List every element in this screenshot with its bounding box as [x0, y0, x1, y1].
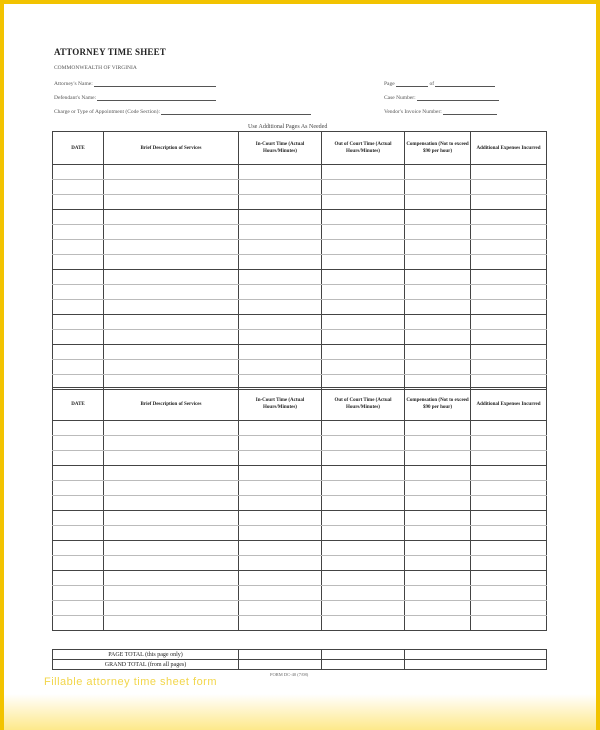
table-cell[interactable]	[405, 556, 471, 571]
table-cell[interactable]	[104, 285, 239, 300]
grand-total-label: GRAND TOTAL (from all pages)	[53, 660, 239, 670]
table-cell[interactable]	[53, 496, 104, 511]
expenses-header: Additional Expenses Incurred	[471, 388, 547, 421]
vendor-invoice-line[interactable]	[443, 108, 497, 115]
table-cell[interactable]	[239, 601, 322, 616]
bottom-band	[0, 694, 600, 730]
table-row	[53, 330, 547, 345]
table-row	[53, 285, 547, 300]
table-cell[interactable]	[239, 466, 322, 481]
table-cell[interactable]	[104, 616, 239, 631]
table-cell[interactable]	[322, 255, 405, 270]
date-header: DATE	[53, 388, 104, 421]
table-cell[interactable]	[322, 345, 405, 360]
table-cell[interactable]	[104, 451, 239, 466]
table-cell[interactable]	[239, 300, 322, 315]
of-label: of	[429, 81, 435, 87]
table-row	[53, 421, 547, 436]
table-cell[interactable]	[471, 481, 547, 496]
table-cell[interactable]	[471, 571, 547, 586]
in-court-header: In-Court Time (Actual Hours/Minutes)	[239, 388, 322, 421]
table-row	[53, 586, 547, 601]
table-cell[interactable]	[53, 541, 104, 556]
table-cell[interactable]	[53, 481, 104, 496]
table-cell[interactable]	[53, 526, 104, 541]
table-cell[interactable]	[322, 601, 405, 616]
table-cell[interactable]	[471, 556, 547, 571]
defendant-name-label: Defendant's Name:	[54, 95, 97, 101]
case-number-label: Case Number:	[384, 95, 416, 101]
table-cell[interactable]	[405, 255, 471, 270]
table-cell[interactable]	[405, 421, 471, 436]
table-cell[interactable]	[104, 165, 239, 180]
table-cell[interactable]	[53, 210, 104, 225]
table-cell[interactable]	[239, 210, 322, 225]
table-cell[interactable]	[104, 481, 239, 496]
charge-line[interactable]	[161, 108, 311, 115]
table-row	[53, 240, 547, 255]
table-cell[interactable]	[405, 451, 471, 466]
table-cell[interactable]	[53, 330, 104, 345]
table-cell[interactable]	[322, 421, 405, 436]
page-field[interactable]	[384, 80, 495, 87]
table-cell[interactable]	[322, 571, 405, 586]
table-cell[interactable]	[405, 210, 471, 225]
table-cell[interactable]	[405, 481, 471, 496]
table-cell[interactable]	[405, 300, 471, 315]
table-cell[interactable]	[53, 466, 104, 481]
table-header-row	[53, 388, 547, 421]
table-cell[interactable]	[471, 315, 547, 330]
table-cell[interactable]	[405, 526, 471, 541]
watermark-text: Fillable attorney time sheet form	[44, 676, 218, 688]
services-table-2	[52, 387, 547, 631]
table-cell[interactable]	[471, 511, 547, 526]
table-cell[interactable]	[405, 360, 471, 375]
table-cell[interactable]	[239, 345, 322, 360]
table-cell[interactable]	[471, 345, 547, 360]
table-cell[interactable]	[104, 180, 239, 195]
table-cell[interactable]	[322, 240, 405, 255]
table-cell[interactable]	[239, 421, 322, 436]
table-row	[53, 511, 547, 526]
table-cell[interactable]	[53, 300, 104, 315]
table-cell[interactable]	[322, 360, 405, 375]
table-cell[interactable]	[239, 330, 322, 345]
table-cell[interactable]	[104, 436, 239, 451]
charge-label: Charge or Type of Appointment (Code Section):	[54, 109, 161, 115]
table-cell[interactable]	[405, 586, 471, 601]
page-total-in-court[interactable]	[239, 650, 322, 660]
case-number-line[interactable]	[417, 94, 499, 101]
table-cell[interactable]	[53, 240, 104, 255]
table-cell[interactable]	[104, 300, 239, 315]
table-row	[53, 451, 547, 466]
table-cell[interactable]	[239, 571, 322, 586]
table-cell[interactable]	[239, 481, 322, 496]
table-row	[53, 270, 547, 285]
table-cell[interactable]	[239, 240, 322, 255]
table-cell[interactable]	[104, 421, 239, 436]
table-cell[interactable]	[53, 225, 104, 240]
description-header: Brief Description of Services	[104, 388, 239, 421]
table-cell[interactable]	[104, 526, 239, 541]
table-cell[interactable]	[104, 270, 239, 285]
in-court-header: In-Court Time (Actual Hours/Minutes)	[239, 132, 322, 165]
table-row	[53, 225, 547, 240]
page-total-amount[interactable]	[405, 650, 547, 660]
table-cell[interactable]	[239, 541, 322, 556]
table-cell[interactable]	[471, 165, 547, 180]
table-cell[interactable]	[322, 315, 405, 330]
table-row	[53, 180, 547, 195]
table-cell[interactable]	[104, 240, 239, 255]
table-cell[interactable]	[322, 210, 405, 225]
table-cell[interactable]	[239, 165, 322, 180]
table-row	[53, 345, 547, 360]
table-cell[interactable]	[471, 180, 547, 195]
table-cell[interactable]	[322, 541, 405, 556]
table-cell[interactable]	[405, 165, 471, 180]
table-cell[interactable]	[322, 270, 405, 285]
table-cell[interactable]	[322, 496, 405, 511]
table-cell[interactable]	[322, 436, 405, 451]
table-row	[53, 195, 547, 210]
table-cell[interactable]	[104, 466, 239, 481]
table-cell[interactable]	[405, 496, 471, 511]
form-subtitle: COMMONWEALTH OF VIRGINIA	[54, 65, 137, 71]
table-row	[53, 315, 547, 330]
table-cell[interactable]	[471, 421, 547, 436]
table-cell[interactable]	[405, 285, 471, 300]
table-cell[interactable]	[239, 360, 322, 375]
table-cell[interactable]	[471, 240, 547, 255]
table-cell[interactable]	[104, 315, 239, 330]
table-cell[interactable]	[322, 451, 405, 466]
table-row	[53, 300, 547, 315]
table-cell[interactable]	[471, 601, 547, 616]
table-cell[interactable]	[471, 360, 547, 375]
table-cell[interactable]	[471, 616, 547, 631]
table-cell[interactable]	[405, 466, 471, 481]
table-cell[interactable]	[104, 496, 239, 511]
table-cell[interactable]	[53, 195, 104, 210]
table-cell[interactable]	[471, 300, 547, 315]
grand-total-amount[interactable]	[405, 660, 547, 670]
table-cell[interactable]	[405, 436, 471, 451]
table-cell[interactable]	[53, 345, 104, 360]
table-cell[interactable]	[104, 541, 239, 556]
compensation-header: Compensation (Not to exceed $90 per hour)	[405, 132, 471, 165]
table-cell[interactable]	[322, 285, 405, 300]
table-cell[interactable]	[405, 541, 471, 556]
table-cell[interactable]	[322, 466, 405, 481]
table-cell[interactable]	[53, 180, 104, 195]
page-label: Page	[384, 81, 395, 87]
table-cell[interactable]	[53, 451, 104, 466]
table-cell[interactable]	[471, 330, 547, 345]
table-cell[interactable]	[322, 511, 405, 526]
page-line[interactable]	[396, 80, 428, 87]
page-total-out-court[interactable]	[322, 650, 405, 660]
table-cell[interactable]	[405, 240, 471, 255]
table-cell[interactable]	[104, 225, 239, 240]
defendant-name-line[interactable]	[97, 94, 216, 101]
page-total-row	[53, 650, 547, 660]
table-cell[interactable]	[239, 225, 322, 240]
table-cell[interactable]	[104, 601, 239, 616]
table-cell[interactable]	[239, 616, 322, 631]
table-cell[interactable]	[322, 526, 405, 541]
table-cell[interactable]	[405, 180, 471, 195]
table-row	[53, 255, 547, 270]
table-cell[interactable]	[322, 616, 405, 631]
defendant-name-field[interactable]	[54, 94, 216, 101]
table-cell[interactable]	[104, 586, 239, 601]
table-cell[interactable]	[104, 255, 239, 270]
table-cell[interactable]	[53, 586, 104, 601]
table-cell[interactable]	[239, 496, 322, 511]
attorney-name-label: Attorney's Name:	[54, 81, 93, 87]
table-cell[interactable]	[53, 556, 104, 571]
table-body-1[interactable]	[53, 165, 547, 390]
table-row	[53, 541, 547, 556]
table-cell[interactable]	[405, 270, 471, 285]
table-cell[interactable]	[239, 451, 322, 466]
table-cell[interactable]	[239, 436, 322, 451]
table-cell[interactable]	[322, 330, 405, 345]
table-header-row	[53, 132, 547, 165]
table-cell[interactable]	[53, 255, 104, 270]
attorney-name-line[interactable]	[94, 80, 216, 87]
table-cell[interactable]	[405, 330, 471, 345]
form-title: ATTORNEY TIME SHEET	[54, 47, 166, 57]
table-cell[interactable]	[471, 541, 547, 556]
table-cell[interactable]	[104, 345, 239, 360]
attorney-name-field[interactable]	[54, 80, 216, 87]
description-header: Brief Description of Services	[104, 132, 239, 165]
table-cell[interactable]	[53, 616, 104, 631]
table-cell[interactable]	[239, 315, 322, 330]
table-row	[53, 360, 547, 375]
table-cell[interactable]	[239, 270, 322, 285]
table-cell[interactable]	[53, 165, 104, 180]
page-of-line[interactable]	[435, 80, 495, 87]
table-cell[interactable]	[471, 496, 547, 511]
expenses-header: Additional Expenses Incurred	[471, 132, 547, 165]
table-row	[53, 526, 547, 541]
table-cell[interactable]	[405, 571, 471, 586]
table-row	[53, 571, 547, 586]
table-cell[interactable]	[53, 315, 104, 330]
table-cell[interactable]	[104, 195, 239, 210]
table-cell[interactable]	[405, 195, 471, 210]
charge-field[interactable]	[54, 108, 311, 115]
table-cell[interactable]	[53, 436, 104, 451]
table-cell[interactable]	[239, 526, 322, 541]
vendor-invoice-field[interactable]	[384, 108, 497, 115]
table-cell[interactable]	[471, 466, 547, 481]
table-row	[53, 496, 547, 511]
table-cell[interactable]	[104, 330, 239, 345]
table-cell[interactable]	[405, 616, 471, 631]
table-cell[interactable]	[471, 195, 547, 210]
table-cell[interactable]	[104, 360, 239, 375]
table-cell[interactable]	[322, 165, 405, 180]
services-table-1	[52, 131, 547, 390]
table-cell[interactable]	[471, 210, 547, 225]
table-cell[interactable]	[471, 586, 547, 601]
table-cell[interactable]	[322, 556, 405, 571]
compensation-header: Compensation (Not to exceed $90 per hour)	[405, 388, 471, 421]
table-row	[53, 616, 547, 631]
table-cell[interactable]	[239, 255, 322, 270]
vendor-invoice-label: Vendor's Invoice Number:	[384, 109, 442, 115]
table-cell[interactable]	[471, 270, 547, 285]
table-cell[interactable]	[53, 571, 104, 586]
table-cell[interactable]	[239, 586, 322, 601]
table-cell[interactable]	[471, 526, 547, 541]
table-cell[interactable]	[53, 421, 104, 436]
table-cell[interactable]	[239, 285, 322, 300]
additional-pages-note: Use Additional Pages As Needed	[248, 124, 328, 130]
table-cell[interactable]	[471, 451, 547, 466]
table-cell[interactable]	[239, 180, 322, 195]
table-body-2[interactable]	[53, 421, 547, 631]
table-cell[interactable]	[405, 315, 471, 330]
date-header: DATE	[53, 132, 104, 165]
table-cell[interactable]	[53, 511, 104, 526]
case-number-field[interactable]	[384, 94, 499, 101]
table-row	[53, 601, 547, 616]
table-row	[53, 436, 547, 451]
table-cell[interactable]	[322, 180, 405, 195]
out-court-header: Out of Court Time (Actual Hours/Minutes)	[322, 388, 405, 421]
grand-total-in-court[interactable]	[239, 660, 322, 670]
table-cell[interactable]	[104, 556, 239, 571]
page-total-label: PAGE TOTAL (this page only)	[53, 650, 239, 660]
table-row	[53, 556, 547, 571]
table-cell[interactable]	[53, 360, 104, 375]
table-cell[interactable]	[104, 511, 239, 526]
table-cell[interactable]	[471, 225, 547, 240]
form-code: FORM DC-40 (7/08)	[270, 672, 309, 677]
table-cell[interactable]	[471, 436, 547, 451]
table-row	[53, 165, 547, 180]
table-row	[53, 481, 547, 496]
table-cell[interactable]	[53, 601, 104, 616]
table-cell[interactable]	[322, 586, 405, 601]
table-cell[interactable]	[53, 270, 104, 285]
out-court-header: Out of Court Time (Actual Hours/Minutes)	[322, 132, 405, 165]
table-cell[interactable]	[239, 511, 322, 526]
grand-total-out-court[interactable]	[322, 660, 405, 670]
totals-table	[52, 649, 547, 670]
table-cell[interactable]	[405, 511, 471, 526]
table-cell[interactable]	[322, 300, 405, 315]
table-cell[interactable]	[322, 195, 405, 210]
table-cell[interactable]	[53, 285, 104, 300]
table-cell[interactable]	[104, 210, 239, 225]
table-cell[interactable]	[405, 345, 471, 360]
table-cell[interactable]	[239, 556, 322, 571]
grand-total-row	[53, 660, 547, 670]
table-cell[interactable]	[405, 225, 471, 240]
table-cell[interactable]	[322, 481, 405, 496]
table-cell[interactable]	[322, 225, 405, 240]
table-row	[53, 466, 547, 481]
table-cell[interactable]	[405, 601, 471, 616]
table-cell[interactable]	[239, 195, 322, 210]
table-row	[53, 210, 547, 225]
table-cell[interactable]	[471, 255, 547, 270]
table-cell[interactable]	[104, 571, 239, 586]
table-cell[interactable]	[471, 285, 547, 300]
